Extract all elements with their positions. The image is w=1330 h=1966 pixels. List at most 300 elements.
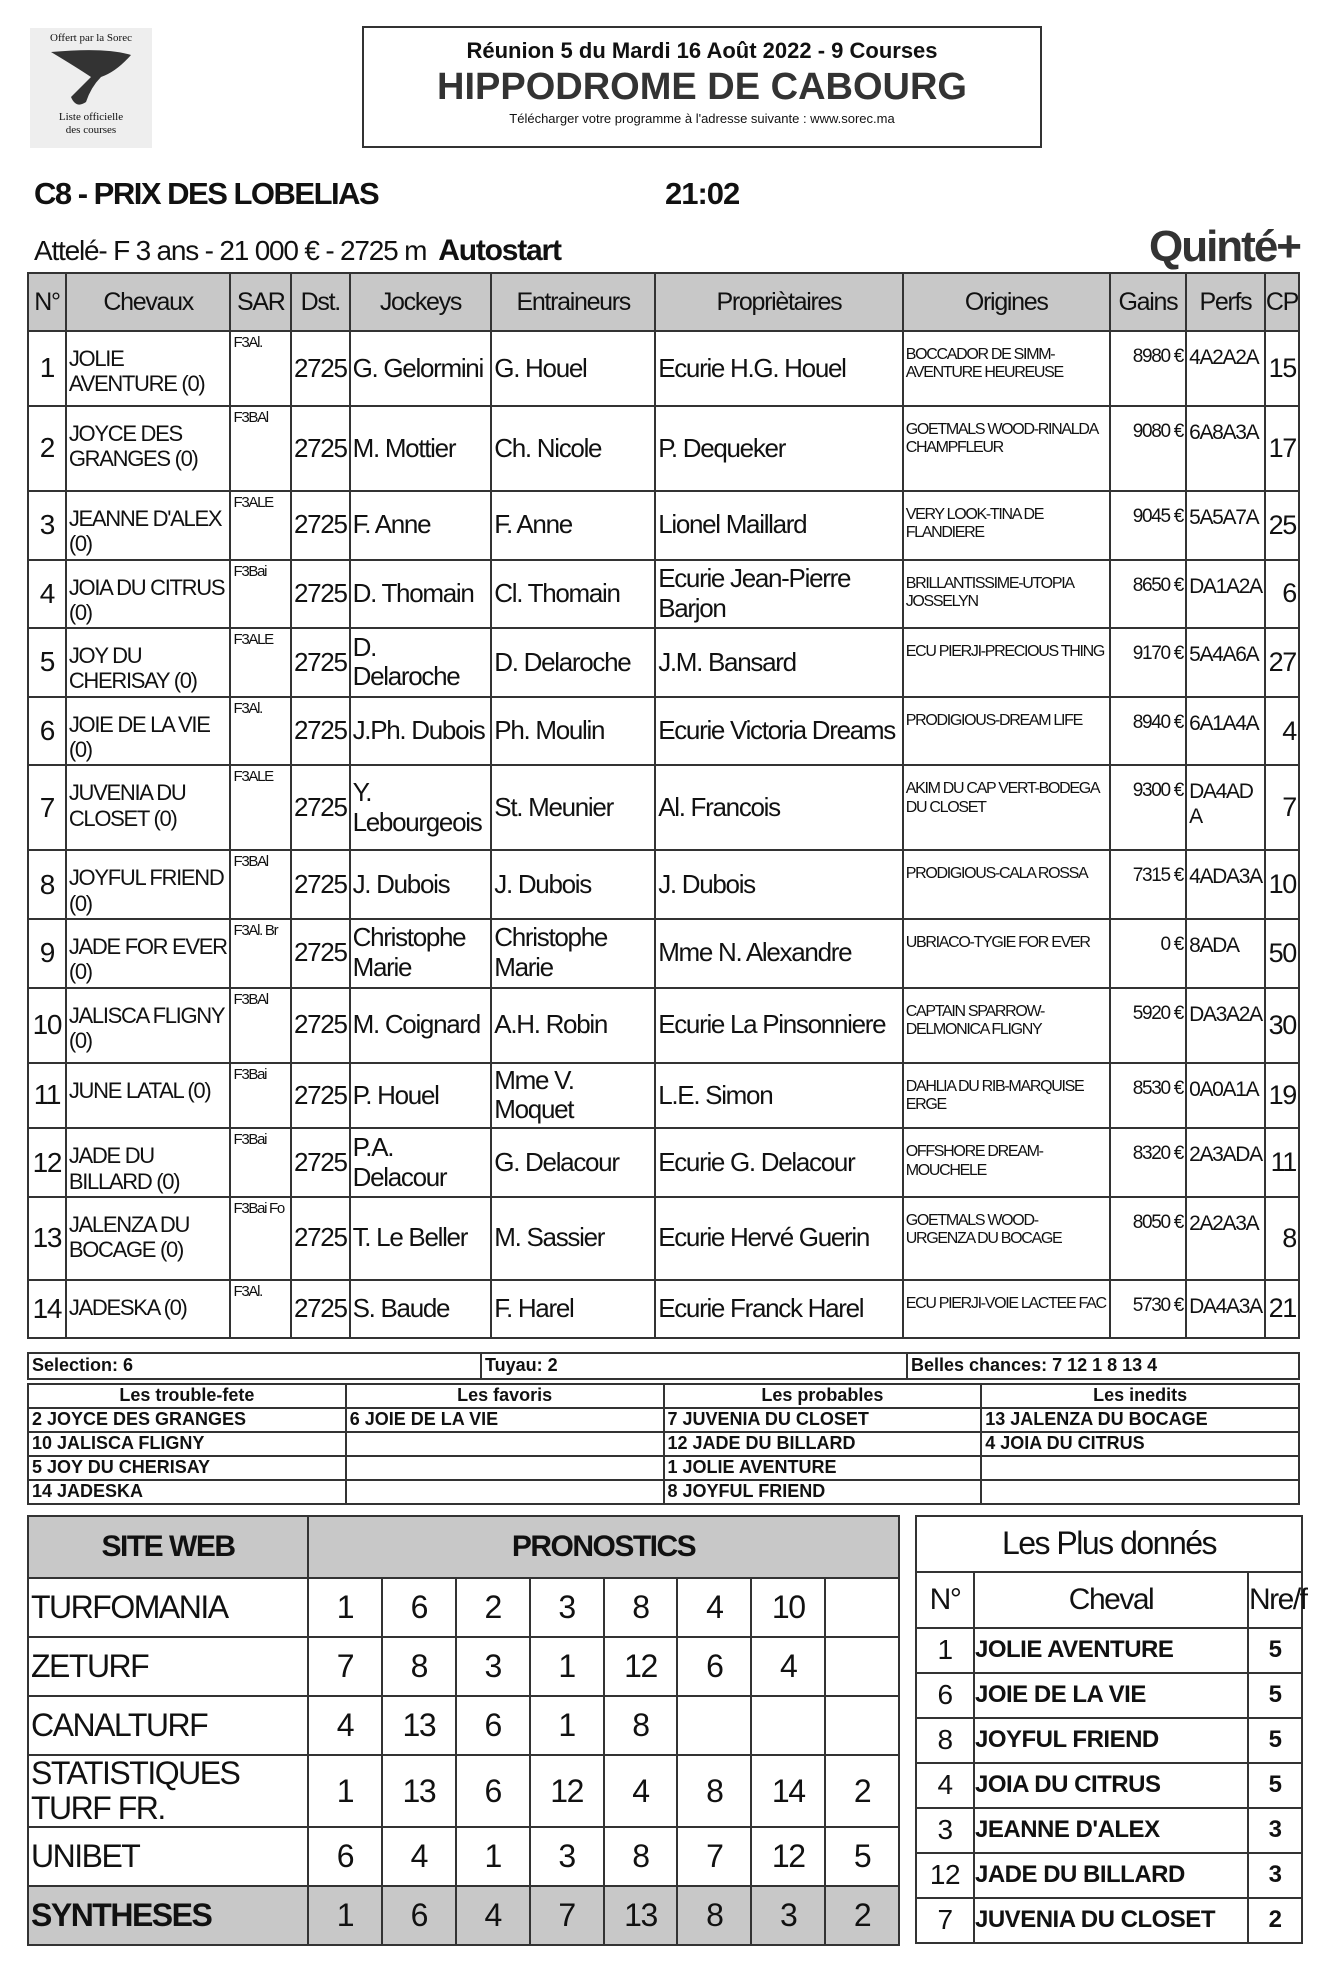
column-header-horse: Chevaux xyxy=(66,273,231,331)
race-time: 21:02 xyxy=(665,176,740,211)
runner-jockey: T. Le Beller xyxy=(350,1197,492,1280)
group-cell: 10 JALISCA FLIGNY xyxy=(28,1432,346,1456)
runner-sar: F3BAl xyxy=(230,850,290,919)
pronostic-value: 1 xyxy=(308,1578,382,1637)
runner-sar: F3ALE xyxy=(230,491,290,560)
runner-cp: 15 xyxy=(1265,331,1299,406)
count: 3 xyxy=(1248,1808,1302,1853)
runner-distance: 2725 xyxy=(291,697,350,766)
pronostic-value: 2 xyxy=(825,1755,899,1827)
runner-origins: OFFSHORE DREAM-MOUCHELE xyxy=(903,1128,1110,1197)
runner-cp: 21 xyxy=(1265,1280,1299,1338)
runner-horse: JOIE DE LA VIE (0) xyxy=(66,697,231,766)
plus-donnes-header: Nre/f xyxy=(1248,1572,1302,1628)
runner-distance: 2725 xyxy=(291,1280,350,1338)
count: 2 xyxy=(1248,1898,1302,1943)
pronostic-value: 3 xyxy=(456,1637,530,1696)
column-header-earnings: Gains xyxy=(1110,273,1186,331)
group-cell xyxy=(346,1456,664,1480)
pronostic-value: 13 xyxy=(382,1755,456,1827)
runner-jockey: Christophe Marie xyxy=(350,919,492,988)
count: 3 xyxy=(1248,1853,1302,1898)
runner-sar: F3ALE xyxy=(230,628,290,697)
runner-number: 3 xyxy=(28,491,66,560)
runner-origins: BRILLANTISSIME-UTOPIA JOSSELYN xyxy=(903,560,1110,629)
runner-row xyxy=(28,919,1299,988)
runner-owner: J.M. Bansard xyxy=(655,628,903,697)
group-cell xyxy=(346,1432,664,1456)
runner-horse: JOLIE AVENTURE (0) xyxy=(66,331,231,406)
pronostic-value: 8 xyxy=(604,1578,678,1637)
pronostic-row xyxy=(28,1637,899,1696)
selection-row xyxy=(28,1353,1299,1379)
site-name: SYNTHESES xyxy=(28,1886,308,1945)
runner-number: 7 xyxy=(28,765,66,850)
runner-row xyxy=(28,560,1299,629)
pronostic-row xyxy=(28,1755,899,1827)
runner-horse: JOYCE DES GRANGES (0) xyxy=(66,406,231,491)
runner-trainer: Mme V. Moquet xyxy=(491,1063,655,1129)
runner-performances: 5A4A6A xyxy=(1186,628,1265,697)
pronostic-value: 1 xyxy=(530,1696,604,1755)
runner-horse: JOYFUL FRIEND (0) xyxy=(66,850,231,919)
runner-origins: AKIM DU CAP VERT-BODEGA DU CLOSET xyxy=(903,765,1110,850)
column-header-cp: CP xyxy=(1265,273,1299,331)
runner-earnings: 7315 € xyxy=(1110,850,1186,919)
horse-name: JOYFUL FRIEND xyxy=(974,1718,1248,1763)
group-header: Les trouble-fete xyxy=(28,1384,346,1408)
runner-cp: 19 xyxy=(1265,1063,1299,1129)
runner-jockey: D. Thomain xyxy=(350,560,492,629)
runner-performances: DA4A3A xyxy=(1186,1280,1265,1338)
runner-number: 14 xyxy=(28,1280,66,1338)
runner-row xyxy=(28,850,1299,919)
runner-trainer: F. Harel xyxy=(491,1280,655,1338)
runner-performances: DA3A2A xyxy=(1186,988,1265,1063)
runner-origins: ECU PIERJI-PRECIOUS THING xyxy=(903,628,1110,697)
runner-trainer: G. Delacour xyxy=(491,1128,655,1197)
site-name: TURFOMANIA xyxy=(28,1578,308,1637)
count: 5 xyxy=(1248,1673,1302,1718)
runner-distance: 2725 xyxy=(291,491,350,560)
runner-owner: Mme N. Alexandre xyxy=(655,919,903,988)
runner-horse: JADESKA (0) xyxy=(66,1280,231,1338)
column-header-sar: SAR xyxy=(230,273,290,331)
pronostic-value: 6 xyxy=(677,1637,751,1696)
runner-earnings: 5920 € xyxy=(1110,988,1186,1063)
runner-cp: 17 xyxy=(1265,406,1299,491)
pronostic-value: 7 xyxy=(308,1637,382,1696)
runner-distance: 2725 xyxy=(291,1128,350,1197)
pronostic-value: 6 xyxy=(308,1827,382,1886)
runner-sar: F3Bai xyxy=(230,1128,290,1197)
runner-owner: Lionel Maillard xyxy=(655,491,903,560)
meeting-info: Réunion 5 du Mardi 16 Août 2022 - 9 Courses xyxy=(466,38,938,63)
pronostic-value: 8 xyxy=(382,1637,456,1696)
runner-jockey: M. Mottier xyxy=(350,406,492,491)
runner-row xyxy=(28,1280,1299,1338)
runner-sar: F3Al. xyxy=(230,697,290,766)
runner-origins: VERY LOOK-TINA DE FLANDIERE xyxy=(903,491,1110,560)
pronostic-row xyxy=(28,1696,899,1755)
runner-performances: 5A5A7A xyxy=(1186,491,1265,560)
pronostics-table xyxy=(27,1515,900,1946)
pronostic-value: 12 xyxy=(530,1755,604,1827)
runner-number: 4 xyxy=(28,560,66,629)
runner-horse: JADE DU BILLARD (0) xyxy=(66,1128,231,1197)
runner-owner: Ecurie Jean-Pierre Barjon xyxy=(655,560,903,629)
runner-cp: 7 xyxy=(1265,765,1299,850)
pronostic-value: 4 xyxy=(456,1886,530,1945)
content-flow xyxy=(27,0,1307,1966)
pronostics-header-row xyxy=(28,1516,899,1578)
pronostic-value: 1 xyxy=(308,1886,382,1945)
site-name: ZETURF xyxy=(28,1637,308,1696)
column-header-trainer: Entraineurs xyxy=(491,273,655,331)
runner-origins: BOCCADOR DE SIMM-AVENTURE HEUREUSE xyxy=(903,331,1110,406)
site-name: STATISTIQUES TURF FR. xyxy=(28,1755,308,1827)
pronostic-value: 3 xyxy=(530,1578,604,1637)
pronostic-row xyxy=(28,1578,899,1637)
count: 5 xyxy=(1248,1628,1302,1673)
runner-number: 5 xyxy=(28,628,66,697)
runner-origins: PRODIGIOUS-DREAM LIFE xyxy=(903,697,1110,766)
runner-trainer: G. Houel xyxy=(491,331,655,406)
runner-trainer: M. Sassier xyxy=(491,1197,655,1280)
column-header-owner: Propriètaires xyxy=(655,273,903,331)
group-cell: 13 JALENZA DU BOCAGE xyxy=(981,1408,1299,1432)
runner-owner: L.E. Simon xyxy=(655,1063,903,1129)
bottom-section xyxy=(27,1515,1307,1946)
runner-number: 1 xyxy=(28,331,66,406)
runner-earnings: 5730 € xyxy=(1110,1280,1186,1338)
group-row xyxy=(28,1432,1299,1456)
horse-name: JEANNE D'ALEX xyxy=(974,1808,1248,1853)
runner-trainer: Cl. Thomain xyxy=(491,560,655,629)
runner-distance: 2725 xyxy=(291,765,350,850)
pronostic-value xyxy=(751,1696,825,1755)
runner-horse: JEANNE D'ALEX (0) xyxy=(66,491,231,560)
runner-owner: Ecurie H.G. Houel xyxy=(655,331,903,406)
column-header-performances: Perfs xyxy=(1186,273,1265,331)
pronostic-value: 10 xyxy=(751,1578,825,1637)
logo-bottom-text-2: des courses xyxy=(65,124,117,136)
runner-sar: F3Bai xyxy=(230,1063,290,1129)
runner-earnings: 8320 € xyxy=(1110,1128,1186,1197)
runner-row xyxy=(28,1197,1299,1280)
plus-donnes-title: Les Plus donnés xyxy=(916,1516,1302,1572)
runner-horse: JOIA DU CITRUS (0) xyxy=(66,560,231,629)
runner-owner: Ecurie Hervé Guerin xyxy=(655,1197,903,1280)
runner-jockey: Y. Lebourgeois xyxy=(350,765,492,850)
pronostic-value: 3 xyxy=(530,1827,604,1886)
plus-donnes-row xyxy=(916,1898,1302,1943)
group-cell: 6 JOIE DE LA VIE xyxy=(346,1408,664,1432)
group-cell xyxy=(981,1480,1299,1504)
horse-name: JOIE DE LA VIE xyxy=(974,1673,1248,1718)
runner-horse: JALENZA DU BOCAGE (0) xyxy=(66,1197,231,1280)
runner-earnings: 8530 € xyxy=(1110,1063,1186,1129)
column-header-number: N° xyxy=(28,273,66,331)
runner-row xyxy=(28,988,1299,1063)
runner-cp: 4 xyxy=(1265,697,1299,766)
pronostic-value: 4 xyxy=(751,1637,825,1696)
runner-distance: 2725 xyxy=(291,331,350,406)
runner-origins: DAHLIA DU RIB-MARQUISE ERGE xyxy=(903,1063,1110,1129)
runner-distance: 2725 xyxy=(291,1197,350,1280)
site-web-header: SITE WEB xyxy=(28,1516,308,1578)
pronostic-value: 4 xyxy=(604,1755,678,1827)
pronostic-value: 14 xyxy=(751,1755,825,1827)
start-type: Autostart xyxy=(438,234,561,267)
runner-performances: DA1A2A xyxy=(1186,560,1265,629)
runner-origins: UBRIACO-TYGIE FOR EVER xyxy=(903,919,1110,988)
runner-horse: JOY DU CHERISAY (0) xyxy=(66,628,231,697)
pronostic-value: 4 xyxy=(382,1827,456,1886)
runner-performances: 6A8A3A xyxy=(1186,406,1265,491)
group-cell: 7 JUVENIA DU CLOSET xyxy=(664,1408,982,1432)
runner-owner: Ecurie Franck Harel xyxy=(655,1280,903,1338)
pronostic-value: 4 xyxy=(677,1578,751,1637)
runner-sar: F3BAl xyxy=(230,406,290,491)
runner-owner: Ecurie Victoria Dreams xyxy=(655,697,903,766)
runner-distance: 2725 xyxy=(291,628,350,697)
pronostic-value: 3 xyxy=(751,1886,825,1945)
runner-owner: Ecurie G. Delacour xyxy=(655,1128,903,1197)
runner-sar: F3Al. xyxy=(230,331,290,406)
runner-trainer: A.H. Robin xyxy=(491,988,655,1063)
runner-trainer: Ch. Nicole xyxy=(491,406,655,491)
group-cell xyxy=(346,1480,664,1504)
pronostic-value: 2 xyxy=(825,1886,899,1945)
group-cell: 2 JOYCE DES GRANGES xyxy=(28,1408,346,1432)
runner-number: 12 xyxy=(28,1128,66,1197)
runner-earnings: 8940 € xyxy=(1110,697,1186,766)
pronostic-value: 13 xyxy=(382,1696,456,1755)
runner-cp: 25 xyxy=(1265,491,1299,560)
horse-name: JOLIE AVENTURE xyxy=(974,1628,1248,1673)
runner-cp: 8 xyxy=(1265,1197,1299,1280)
runner-row xyxy=(28,491,1299,560)
runner-origins: ECU PIERJI-VOIE LACTEE FAC xyxy=(903,1280,1110,1338)
pronostic-row xyxy=(28,1886,899,1945)
runner-sar: F3Bai xyxy=(230,560,290,629)
runner-performances: 8ADA xyxy=(1186,919,1265,988)
runner-row xyxy=(28,697,1299,766)
group-row xyxy=(28,1456,1299,1480)
runner-sar: F3BAl xyxy=(230,988,290,1063)
logo-top-text: Offert par la Sorec xyxy=(50,32,132,44)
runner-jockey: G. Gelormini xyxy=(350,331,492,406)
group-cell: 12 JADE DU BILLARD xyxy=(664,1432,982,1456)
logo-bottom-text-1: Liste officielle xyxy=(58,111,124,123)
runner-jockey: J.Ph. Dubois xyxy=(350,697,492,766)
pronostic-value: 6 xyxy=(456,1696,530,1755)
pronostic-value: 8 xyxy=(604,1827,678,1886)
horse-number: 3 xyxy=(916,1808,974,1853)
runner-performances: 4A2A2A xyxy=(1186,331,1265,406)
runner-performances: 2A3ADA xyxy=(1186,1128,1265,1197)
runner-horse: JUNE LATAL (0) xyxy=(66,1063,231,1129)
plus-donnes-row xyxy=(916,1718,1302,1763)
pronostics-header: PRONOSTICS xyxy=(308,1516,899,1578)
runner-earnings: 9170 € xyxy=(1110,628,1186,697)
runner-origins: PRODIGIOUS-CALA ROSSA xyxy=(903,850,1110,919)
runner-row xyxy=(28,628,1299,697)
pronostic-value: 12 xyxy=(751,1827,825,1886)
pronostic-value: 6 xyxy=(382,1886,456,1945)
horse-number: 1 xyxy=(916,1628,974,1673)
pronostic-value: 8 xyxy=(677,1755,751,1827)
race-title: C8 - PRIX DES LOBELIAS xyxy=(34,176,379,211)
count: 5 xyxy=(1248,1763,1302,1808)
pronostic-value: 2 xyxy=(456,1578,530,1637)
horse-number: 12 xyxy=(916,1853,974,1898)
pronostic-value: 13 xyxy=(604,1886,678,1945)
plus-donnes-row xyxy=(916,1628,1302,1673)
runner-performances: 6A1A4A xyxy=(1186,697,1265,766)
runner-jockey: F. Anne xyxy=(350,491,492,560)
runner-row xyxy=(28,765,1299,850)
runner-jockey: D. Delaroche xyxy=(350,628,492,697)
pronostic-value xyxy=(825,1637,899,1696)
pronostic-value: 5 xyxy=(825,1827,899,1886)
pronostic-value: 8 xyxy=(604,1696,678,1755)
group-row xyxy=(28,1408,1299,1432)
belles-chances: Belles chances: 7 12 1 8 13 4 xyxy=(907,1353,1299,1379)
group-header: Les probables xyxy=(664,1384,982,1408)
plus-donnes-row xyxy=(916,1673,1302,1718)
runner-cp: 30 xyxy=(1265,988,1299,1063)
runner-distance: 2725 xyxy=(291,560,350,629)
pronostic-row xyxy=(28,1827,899,1886)
groups-table xyxy=(27,1383,1300,1505)
plus-donnes-header: N° xyxy=(916,1572,974,1628)
runner-earnings: 8980 € xyxy=(1110,331,1186,406)
horse-name: JUVENIA DU CLOSET xyxy=(974,1898,1248,1943)
horse-number: 7 xyxy=(916,1898,974,1943)
column-header-distance: Dst. xyxy=(291,273,350,331)
pronostic-value: 1 xyxy=(308,1755,382,1827)
pronostic-value: 12 xyxy=(604,1637,678,1696)
runner-distance: 2725 xyxy=(291,850,350,919)
runner-distance: 2725 xyxy=(291,406,350,491)
runner-distance: 2725 xyxy=(291,1063,350,1129)
runner-sar: F3ALE xyxy=(230,765,290,850)
plus-donnes-header-row xyxy=(916,1572,1302,1628)
plus-donnes-title-row xyxy=(916,1516,1302,1572)
runner-earnings: 0 € xyxy=(1110,919,1186,988)
runner-jockey: J. Dubois xyxy=(350,850,492,919)
horse-name: JADE DU BILLARD xyxy=(974,1853,1248,1898)
horse-name: JOIA DU CITRUS xyxy=(974,1763,1248,1808)
runner-performances: DA4AD A xyxy=(1186,765,1265,850)
group-header: Les inedits xyxy=(981,1384,1299,1408)
pronostic-value xyxy=(825,1578,899,1637)
runner-trainer: D. Delaroche xyxy=(491,628,655,697)
group-cell xyxy=(981,1456,1299,1480)
runner-jockey: P.A. Delacour xyxy=(350,1128,492,1197)
group-cell: 1 JOLIE AVENTURE xyxy=(664,1456,982,1480)
runner-row xyxy=(28,1063,1299,1129)
runner-cp: 11 xyxy=(1265,1128,1299,1197)
runner-jockey: M. Coignard xyxy=(350,988,492,1063)
selection-table xyxy=(27,1352,1300,1380)
runner-cp: 10 xyxy=(1265,850,1299,919)
runner-cp: 50 xyxy=(1265,919,1299,988)
plus-donnes-row xyxy=(916,1763,1302,1808)
tuyau: Tuyau: 2 xyxy=(481,1353,907,1379)
column-header-origins: Origines xyxy=(903,273,1110,331)
runner-number: 11 xyxy=(28,1063,66,1129)
horse-number: 4 xyxy=(916,1763,974,1808)
pronostic-value: 8 xyxy=(677,1886,751,1945)
runners-table xyxy=(27,272,1300,1339)
download-note: Télécharger votre programme à l'adresse suivante : www.sorec.ma xyxy=(509,111,895,126)
runner-earnings: 8650 € xyxy=(1110,560,1186,629)
runner-cp: 6 xyxy=(1265,560,1299,629)
runner-sar: F3Al. xyxy=(230,1280,290,1338)
runner-origins: GOETMALS WOOD-URGENZA DU BOCAGE xyxy=(903,1197,1110,1280)
site-name: UNIBET xyxy=(28,1827,308,1886)
runners-header-row xyxy=(28,273,1299,331)
runner-jockey: S. Baude xyxy=(350,1280,492,1338)
group-cell: 8 JOYFUL FRIEND xyxy=(664,1480,982,1504)
runner-number: 2 xyxy=(28,406,66,491)
runner-cp: 27 xyxy=(1265,628,1299,697)
runner-sar: F3Al. Br xyxy=(230,919,290,988)
runner-trainer: Ph. Moulin xyxy=(491,697,655,766)
runner-earnings: 9045 € xyxy=(1110,491,1186,560)
runner-sar: F3Bai Fo xyxy=(230,1197,290,1280)
pronostic-value: 1 xyxy=(530,1637,604,1696)
runner-number: 8 xyxy=(28,850,66,919)
runner-earnings: 8050 € xyxy=(1110,1197,1186,1280)
runner-performances: 2A2A3A xyxy=(1186,1197,1265,1280)
group-row xyxy=(28,1480,1299,1504)
runner-origins: GOETMALS WOOD-RINALDA CHAMPFLEUR xyxy=(903,406,1110,491)
runner-owner: J. Dubois xyxy=(655,850,903,919)
runner-distance: 2725 xyxy=(291,988,350,1063)
group-cell: 14 JADESKA xyxy=(28,1480,346,1504)
plus-donnes-header: Cheval xyxy=(974,1572,1248,1628)
runner-owner: Al. Francois xyxy=(655,765,903,850)
pronostic-value: 6 xyxy=(382,1578,456,1637)
runner-earnings: 9080 € xyxy=(1110,406,1186,491)
runner-performances: 4ADA3A xyxy=(1186,850,1265,919)
runner-owner: P. Dequeker xyxy=(655,406,903,491)
plus-donnes-table xyxy=(915,1515,1307,1944)
count: 5 xyxy=(1248,1718,1302,1763)
horse-number: 6 xyxy=(916,1673,974,1718)
pronostic-value xyxy=(677,1696,751,1755)
runner-jockey: P. Houel xyxy=(350,1063,492,1129)
horse-number: 8 xyxy=(916,1718,974,1763)
selection: Selection: 6 xyxy=(28,1353,481,1379)
pronostic-value: 6 xyxy=(456,1755,530,1827)
runner-trainer: St. Meunier xyxy=(491,765,655,850)
group-cell: 4 JOIA DU CITRUS xyxy=(981,1432,1299,1456)
pronostic-value: 4 xyxy=(308,1696,382,1755)
pronostic-value: 1 xyxy=(456,1827,530,1886)
pronostic-value: 7 xyxy=(677,1827,751,1886)
groups-header-row xyxy=(28,1384,1299,1408)
runner-performances: 0A0A1A xyxy=(1186,1063,1265,1129)
conditions-text: Attelé- F 3 ans - 21 000 € - 2725 m xyxy=(34,235,427,266)
bet-type: Quinté+ xyxy=(1148,222,1300,271)
plus-donnes-row xyxy=(916,1808,1302,1853)
runner-horse: JUVENIA DU CLOSET (0) xyxy=(66,765,231,850)
